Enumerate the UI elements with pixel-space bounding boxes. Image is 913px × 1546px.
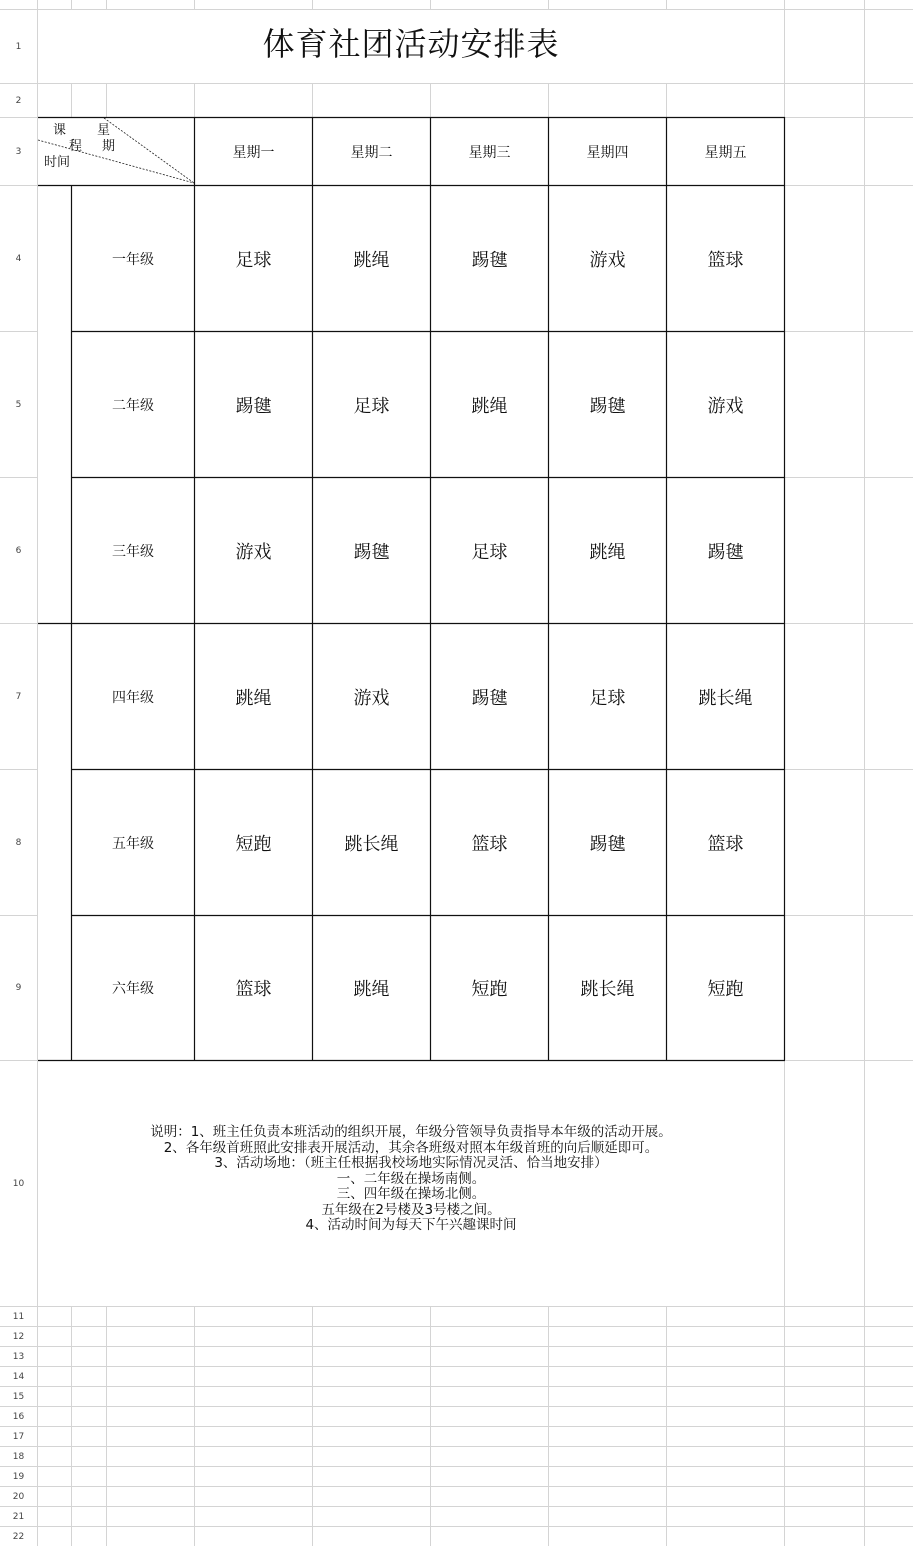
row-number[interactable]: 1 — [15, 41, 22, 52]
day-header-friday[interactable]: 星期五 — [704, 144, 747, 161]
row-number[interactable]: 15 — [12, 1391, 25, 1402]
note-line-6: 五年级在2号楼及3号楼之间。 — [321, 1201, 501, 1218]
activity-cell[interactable]: 篮球 — [235, 979, 272, 1000]
activity-cell[interactable]: 游戏 — [707, 395, 744, 417]
row-number[interactable]: 12 — [12, 1331, 25, 1342]
grade-cell[interactable]: 三年级 — [112, 543, 154, 560]
row-number[interactable]: 19 — [12, 1471, 25, 1482]
day-header-wednesday[interactable]: 星期三 — [468, 144, 511, 161]
activity-cell[interactable]: 篮球 — [707, 833, 744, 855]
activity-cell[interactable]: 短跑 — [471, 979, 508, 1000]
row-number[interactable]: 14 — [12, 1371, 25, 1382]
corner-label-ke: 课 — [53, 123, 67, 138]
row-number[interactable]: 21 — [12, 1511, 25, 1522]
note-line-1: 说明：1、班主任负责本班活动的组织开展，年级分管领导负责指导本年级的活动开展。 — [150, 1124, 672, 1140]
activity-cell[interactable]: 足球 — [471, 541, 508, 563]
activity-cell[interactable]: 踢毽 — [707, 541, 744, 563]
grade-cell[interactable]: 六年级 — [112, 981, 154, 997]
activity-cell[interactable]: 短跑 — [707, 979, 744, 1000]
grade-cell[interactable]: 五年级 — [112, 835, 154, 852]
grade-cell[interactable]: 一年级 — [112, 251, 154, 268]
activity-cell[interactable]: 足球 — [353, 395, 390, 417]
activity-cell[interactable]: 跳绳 — [353, 249, 390, 271]
activity-cell[interactable]: 游戏 — [589, 249, 626, 271]
day-header-tuesday[interactable]: 星期二 — [350, 144, 393, 161]
activity-cell[interactable]: 跳长绳 — [698, 687, 753, 709]
activity-cell[interactable]: 篮球 — [471, 833, 508, 855]
corner-header-cell[interactable] — [38, 118, 194, 185]
note-line-4: 一、二年级在操场南侧。 — [336, 1170, 486, 1187]
note-line-2: 2、各年级首班照此安排表开展活动，其余各班级对照本年级首班的向后顺延即可。 — [163, 1139, 659, 1156]
corner-label-cheng: 程 — [69, 139, 83, 154]
grade-cell[interactable]: 四年级 — [112, 689, 154, 706]
corner-label-time: 时间 — [44, 155, 71, 170]
note-line-3: 3、活动场地：（班主任根据我校场地实际情况灵活、恰当地安排） — [214, 1155, 608, 1171]
activity-cell[interactable]: 踢毽 — [471, 249, 508, 271]
sheet-title[interactable]: 体育社团活动安排表 — [262, 25, 560, 63]
merged-blank-cell[interactable] — [38, 186, 71, 623]
activity-cell[interactable]: 踢毽 — [589, 395, 626, 417]
merged-blank-cell[interactable] — [38, 624, 71, 1060]
activity-cell[interactable]: 踢毽 — [589, 833, 626, 855]
row-number[interactable]: 20 — [12, 1491, 25, 1502]
notes-cell[interactable] — [38, 1125, 784, 1234]
activity-cell[interactable]: 足球 — [589, 687, 626, 709]
corner-label-qi: 期 — [102, 139, 116, 154]
activity-cell[interactable]: 跳绳 — [589, 541, 626, 563]
grade-cell[interactable]: 二年级 — [112, 397, 154, 414]
row-number[interactable]: 2 — [15, 95, 22, 106]
row-number[interactable]: 3 — [15, 146, 22, 157]
row-number[interactable]: 7 — [15, 691, 22, 702]
row-number[interactable]: 8 — [15, 837, 22, 848]
activity-cell[interactable]: 跳长绳 — [580, 979, 635, 1000]
row-number[interactable]: 9 — [15, 983, 22, 993]
row-number[interactable]: 16 — [12, 1411, 25, 1422]
corner-label-xing: 星 — [97, 123, 111, 138]
row-number[interactable]: 13 — [12, 1351, 25, 1362]
row-number[interactable]: 18 — [12, 1451, 25, 1462]
activity-cell[interactable]: 跳绳 — [235, 687, 272, 709]
row-number[interactable]: 4 — [15, 253, 22, 264]
row-number[interactable]: 22 — [12, 1531, 25, 1542]
day-header-monday[interactable]: 星期一 — [232, 144, 275, 161]
activity-cell[interactable]: 游戏 — [353, 687, 390, 709]
note-line-7: 4、活动时间为每天下午兴趣课时间 — [305, 1217, 517, 1233]
activity-cell[interactable]: 跳绳 — [353, 979, 390, 1000]
activity-cell[interactable]: 跳长绳 — [344, 833, 399, 855]
activity-cell[interactable]: 跳绳 — [471, 395, 508, 417]
activity-cell[interactable]: 踢毽 — [471, 687, 508, 709]
activity-cell[interactable]: 踢毽 — [235, 395, 272, 417]
activity-cell[interactable]: 踢毽 — [353, 541, 390, 563]
activity-cell[interactable]: 足球 — [235, 249, 272, 271]
row-number[interactable]: 11 — [12, 1311, 25, 1322]
row-number[interactable]: 6 — [15, 545, 22, 556]
note-line-5: 三、四年级在操场北侧。 — [336, 1186, 486, 1202]
row-number[interactable]: 10 — [12, 1178, 25, 1189]
activity-cell[interactable]: 篮球 — [707, 249, 744, 271]
day-header-thursday[interactable]: 星期四 — [586, 144, 629, 161]
activity-cell[interactable]: 游戏 — [235, 541, 272, 563]
row-number[interactable]: 17 — [12, 1431, 25, 1442]
row-number[interactable]: 5 — [15, 399, 22, 410]
activity-cell[interactable]: 短跑 — [235, 833, 272, 855]
